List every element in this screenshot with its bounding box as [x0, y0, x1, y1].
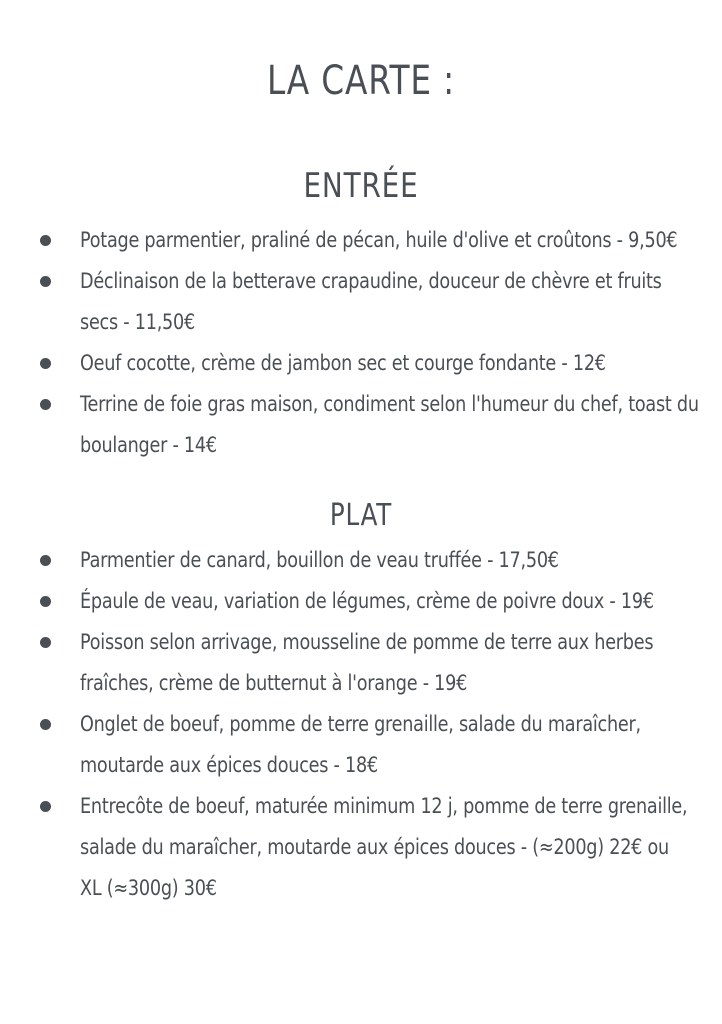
bullet-icon [40, 235, 51, 246]
bullet-icon [40, 555, 51, 566]
bullet-icon [40, 801, 51, 812]
item-text: Parmentier de canard, bouillon de veau truffée - 17,50€ [80, 548, 559, 572]
item-text: Entrecôte de boeuf, maturée minimum 12 j, pomme de terre grenaille, salade du maraîcher, moutarde aux épices douces - (≈200g) 22€ ou XL (≈300g) 30€ [80, 794, 688, 900]
list-item [34, 384, 714, 466]
section-title-entree: ENTRÉE [303, 166, 419, 206]
list-item [34, 343, 714, 384]
item-text: Épaule de veau, variation de légumes, crème de poivre doux - 19€ [80, 589, 654, 613]
section-title-plat: PLAT [329, 498, 393, 533]
list-item [34, 581, 714, 622]
item-text: Potage parmentier, praliné de pécan, huile d'olive et croûtons - 9,50€ [80, 228, 678, 252]
list-item [34, 704, 714, 786]
list-item [34, 786, 714, 909]
bullet-icon [40, 637, 51, 648]
list-item [34, 540, 714, 581]
list-item [34, 261, 714, 343]
item-text: Onglet de boeuf, pomme de terre grenaille, salade du maraîcher, moutarde aux épices douces - 18€ [80, 712, 641, 777]
item-text: Déclinaison de la betterave crapaudine, douceur de chèvre et fruits secs - 11,50€ [80, 269, 662, 334]
plat-list [34, 540, 714, 909]
item-text: Oeuf cocotte, crème de jambon sec et courge fondante - 12€ [80, 351, 606, 375]
bullet-icon [40, 596, 51, 607]
bullet-icon [40, 719, 51, 730]
bullet-icon [40, 399, 51, 410]
entree-list [34, 220, 714, 466]
bullet-icon [40, 276, 51, 287]
bullet-icon [40, 358, 51, 369]
item-text: Poisson selon arrivage, mousseline de pomme de terre aux herbes fraîches, crème de butternut à l'orange - 19€ [80, 630, 654, 695]
list-item [34, 220, 714, 261]
menu-title: LA CARTE : [266, 58, 456, 104]
list-item [34, 622, 714, 704]
item-text: Terrine de foie gras maison, condiment selon l'humeur du chef, toast du boulanger - 14€ [80, 392, 699, 457]
